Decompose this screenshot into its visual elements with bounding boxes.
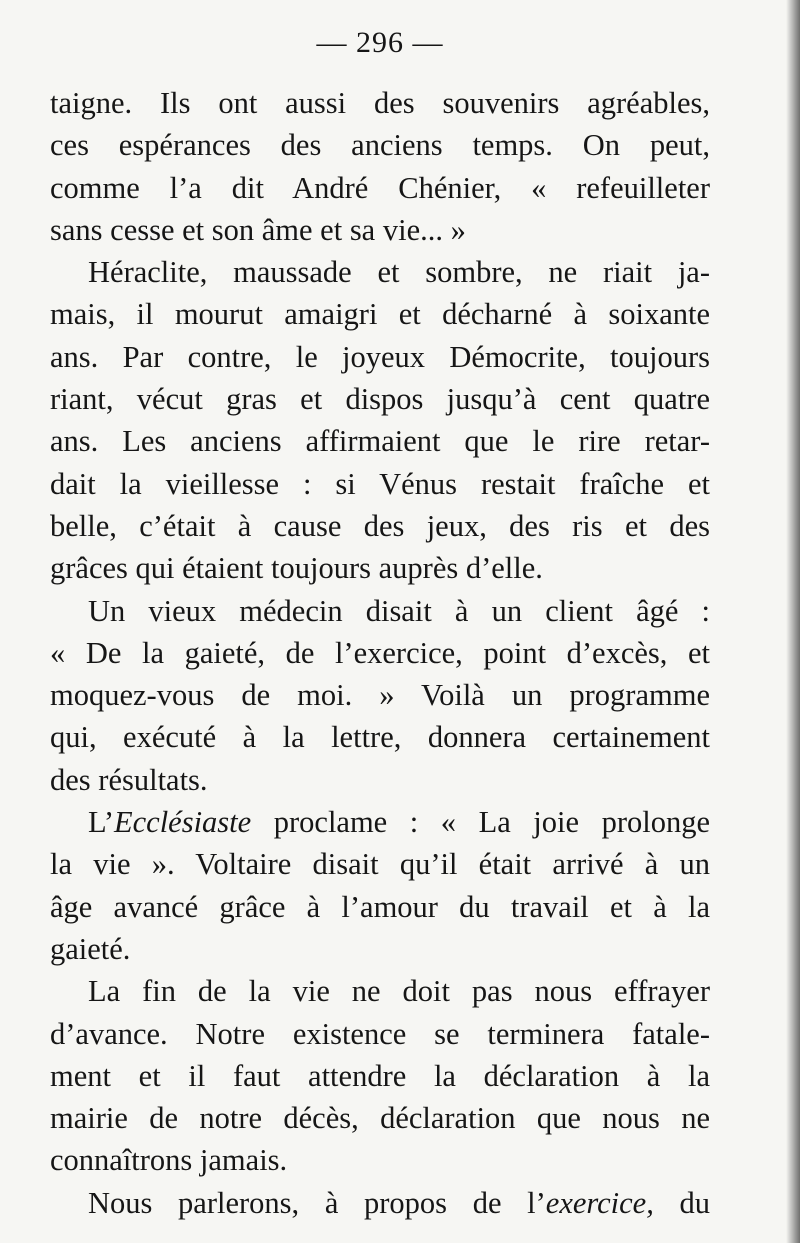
paragraph-start-line (50, 801, 710, 843)
text-line: moquez-vous de moi. » Voilà un programme (50, 678, 710, 713)
paragraph-start-line: La fin de la vie ne doit pas nous effrayer (88, 974, 710, 1009)
paragraph-start-line (50, 1182, 710, 1224)
text-line: « De la gaieté, de l’exercice, point d’excès, et (50, 635, 710, 670)
text-fragment: du (653, 1185, 711, 1220)
text-line: riant, vécut gras et dispos jusqu’à cent quatre (50, 382, 710, 417)
text-line: sans cesse et son âme et sa vie... » (50, 212, 466, 247)
text-line: grâces qui étaient toujours auprès d’elle. (50, 551, 543, 586)
text-line: ment et il faut attendre la déclaration à la (50, 1058, 710, 1093)
text-line: mais, il mourut amaigri et décharné à soixante (50, 297, 710, 332)
text-fragment: proclame : « La joie prolonge (251, 805, 710, 840)
text-line: d’avance. Notre existence se terminera fatale- (50, 1016, 710, 1051)
text-line: des résultats. (50, 762, 208, 797)
text-line: qui, exécuté à la lettre, donnera certainement (50, 720, 710, 755)
text-line: mairie de notre décès, déclaration que nous ne (50, 1101, 710, 1136)
text-line: la vie ». Voltaire disait qu’il était arrivé à un (50, 847, 710, 882)
text-line: ans. Les anciens affirmaient que le rire retar- (50, 424, 710, 459)
page-edge-shadow (786, 0, 800, 1243)
text-line: taigne. Ils ont aussi des souvenirs agréables, (50, 86, 710, 120)
text-line: gaieté. (50, 931, 131, 966)
text-fragment: Nous parlerons, à propos de l’ (88, 1185, 546, 1220)
body-text (50, 82, 710, 1224)
text-line: comme l’a dit André Chénier, « refeuilleter (50, 170, 710, 205)
text-line: ces espérances des anciens temps. On peut, (50, 128, 710, 163)
text-line: ans. Par contre, le joyeux Démocrite, toujours (50, 339, 710, 374)
text-line: dait la vieillesse : si Vénus restait fraîche et (50, 466, 710, 501)
text-line: connaîtrons jamais. (50, 1143, 288, 1178)
text-line: belle, c’était à cause des jeux, des ris et des (50, 508, 710, 543)
paragraph-start-line: Un vieux médecin disait à un client âgé : (88, 593, 710, 628)
text-fragment: L’ (88, 805, 114, 840)
text-line: âge avancé grâce à l’amour du travail et à la (50, 889, 710, 924)
book-title-italic: Ecclésiaste (114, 805, 252, 840)
paragraph-start-line: Héraclite, maussade et sombre, ne riait ja- (88, 255, 710, 290)
italic-word: exercice, (545, 1185, 654, 1220)
page-number: — 296 — (316, 26, 444, 59)
